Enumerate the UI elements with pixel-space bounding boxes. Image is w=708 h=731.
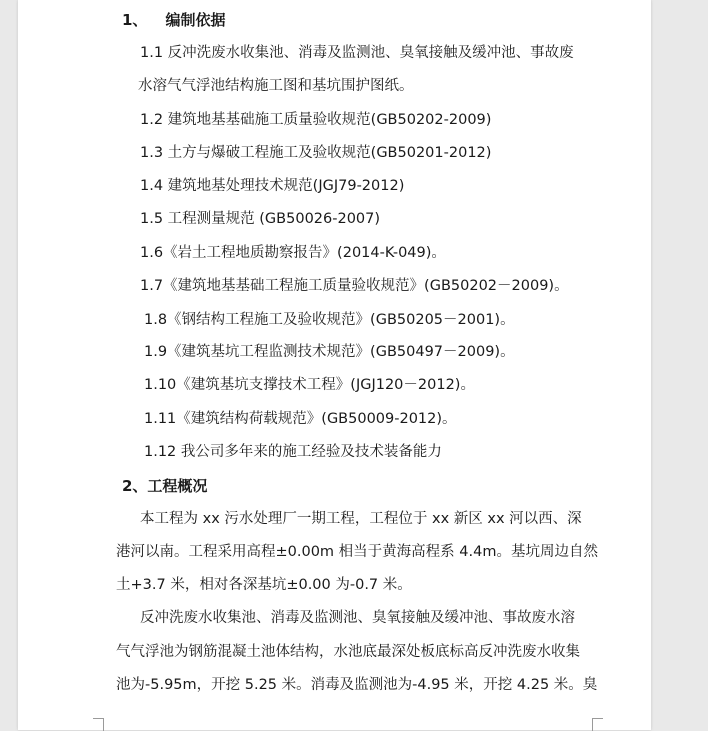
basis-item-1-8: 1.8《钢结构工程施工及验收规范》(GB50205－2001)。 <box>144 312 515 328</box>
overview-para-2-line-1: 反冲洗废水收集池、消毒及监测池、臭氧接触及缓冲池、事故废水溶 <box>140 610 575 626</box>
basis-item-1-3: 1.3 土方与爆破工程施工及验收规范(GB50201-2012) <box>140 145 492 161</box>
page-corner-mark-right <box>592 718 603 731</box>
basis-item-1-11: 1.11《建筑结构荷载规范》(GB50009-2012)。 <box>144 411 457 427</box>
basis-item-1-6: 1.6《岩土工程地质勘察报告》(2014-K-049)。 <box>140 245 446 261</box>
basis-item-1-12: 1.12 我公司多年来的施工经验及技术装备能力 <box>144 444 442 460</box>
basis-item-1-10: 1.10《建筑基坑支撑技术工程》(JGJ120－2012)。 <box>144 377 475 393</box>
basis-item-1-5: 1.5 工程测量规范 (GB50026-2007) <box>140 211 381 227</box>
section-1-title: 编制依据 <box>165 11 226 29</box>
overview-para-2-line-2: 气气浮池为钢筋混凝土池体结构，水池底最深处板底标高反冲洗废水收集 <box>116 644 580 660</box>
overview-para-1-line-2: 港河以南。工程采用高程±0.00m 相当于黄海高程系 4.4m。基坑周边自然 <box>116 544 598 560</box>
basis-item-1-2: 1.2 建筑地基基础施工质量验收规范(GB50202-2009) <box>140 112 492 128</box>
basis-item-1-4: 1.4 建筑地基处理技术规范(JGJ79-2012) <box>140 178 405 194</box>
document-page <box>18 0 651 730</box>
overview-para-2-line-3: 池为-5.95m，开挖 5.25 米。消毒及监测池为-4.95 米，开挖 4.25 米。臭 <box>116 677 598 693</box>
section-2-heading: 2、工程概况 <box>122 477 208 495</box>
page-corner-mark-left <box>93 718 104 731</box>
basis-item-1-1: 1.1 反冲洗废水收集池、消毒及监测池、臭氧接触及缓冲池、事故废 <box>140 45 574 61</box>
basis-item-1-1-cont: 水溶气气浮池结构施工图和基坑围护图纸。 <box>138 78 414 94</box>
basis-item-1-7: 1.7《建筑地基基础工程施工质量验收规范》(GB50202－2009)。 <box>140 278 569 294</box>
overview-para-1-line-1: 本工程为 xx 污水处理厂一期工程，工程位于 xx 新区 xx 河以西、深 <box>140 511 582 527</box>
section-1-heading <box>122 10 225 30</box>
basis-item-1-9: 1.9《建筑基坑工程监测技术规范》(GB50497－2009)。 <box>144 344 515 360</box>
section-1-number: 1、 <box>122 11 148 29</box>
overview-para-1-line-3: 土+3.7 米，相对各深基坑±0.00 为-0.7 米。 <box>116 577 412 593</box>
